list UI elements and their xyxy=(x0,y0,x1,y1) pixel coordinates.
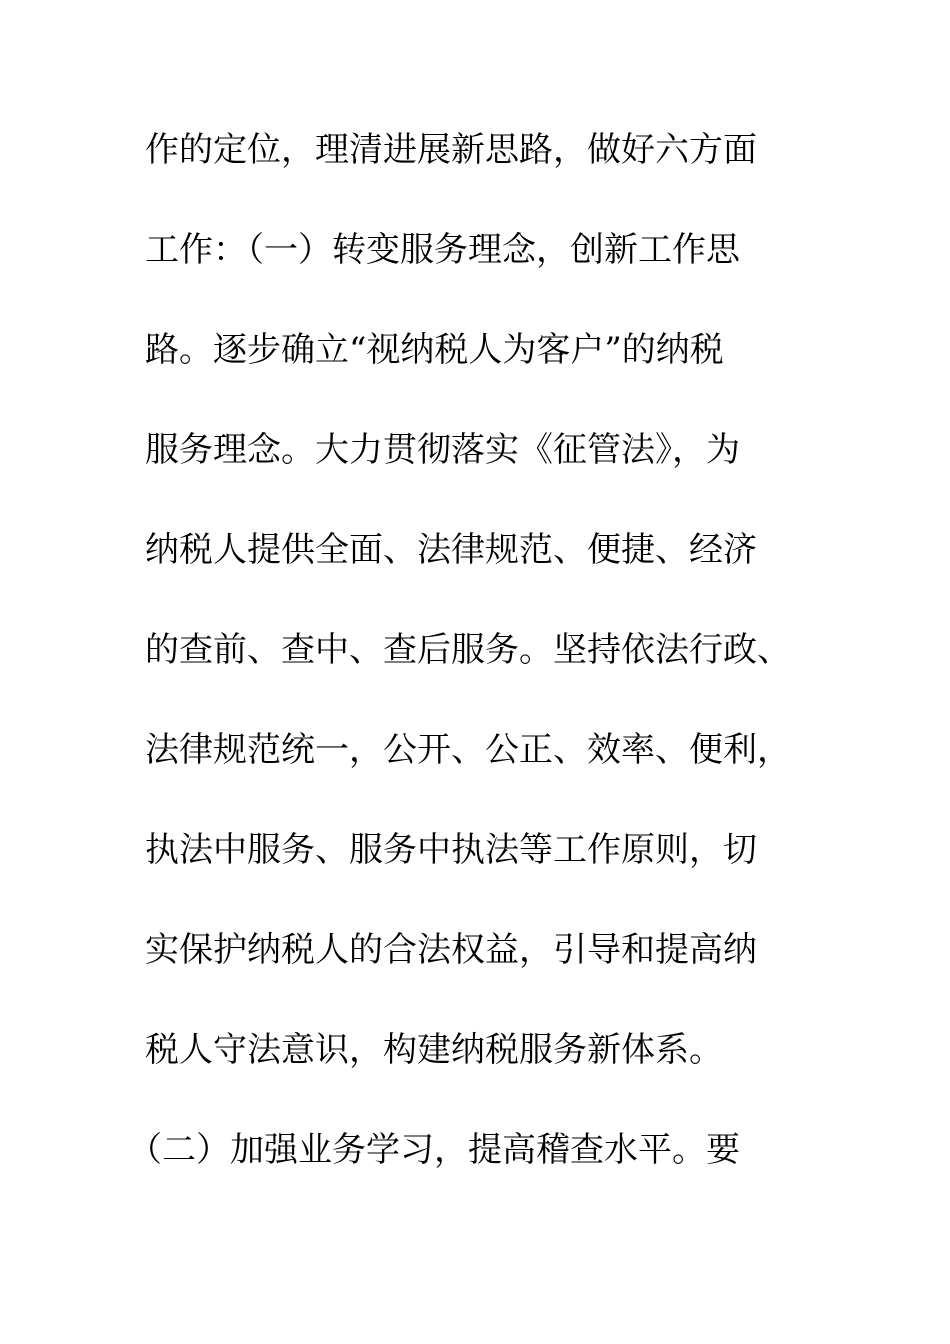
text-line: （二）加强业务学习，提高稽查水平。要 xyxy=(128,1130,740,1170)
text-line: 实保护纳税人的合法权益，引导和提高纳 xyxy=(145,930,757,970)
text-line: 服务理念。大力贯彻落实《征管法》，为 xyxy=(145,430,740,470)
text-line: 路。逐步确立“视纳税人为客户”的纳税 xyxy=(145,330,724,370)
text-line: 执法中服务、服务中执法等工作原则，切 xyxy=(145,830,757,870)
text-line: 法律规范统一，公开、公正、效率、便利， xyxy=(145,730,791,770)
text-line: 税人守法意识，构建纳税服务新体系。 xyxy=(145,1030,723,1070)
text-line: 工作：（一）转变服务理念，创新工作思 xyxy=(145,230,740,270)
text-line: 纳税人提供全面、法律规范、便捷、经济 xyxy=(145,530,757,570)
text-line: 作的定位，理清进展新思路，做好六方面 xyxy=(145,130,757,170)
text-line: 的查前、查中、查后服务。坚持依法行政、 xyxy=(145,630,791,670)
